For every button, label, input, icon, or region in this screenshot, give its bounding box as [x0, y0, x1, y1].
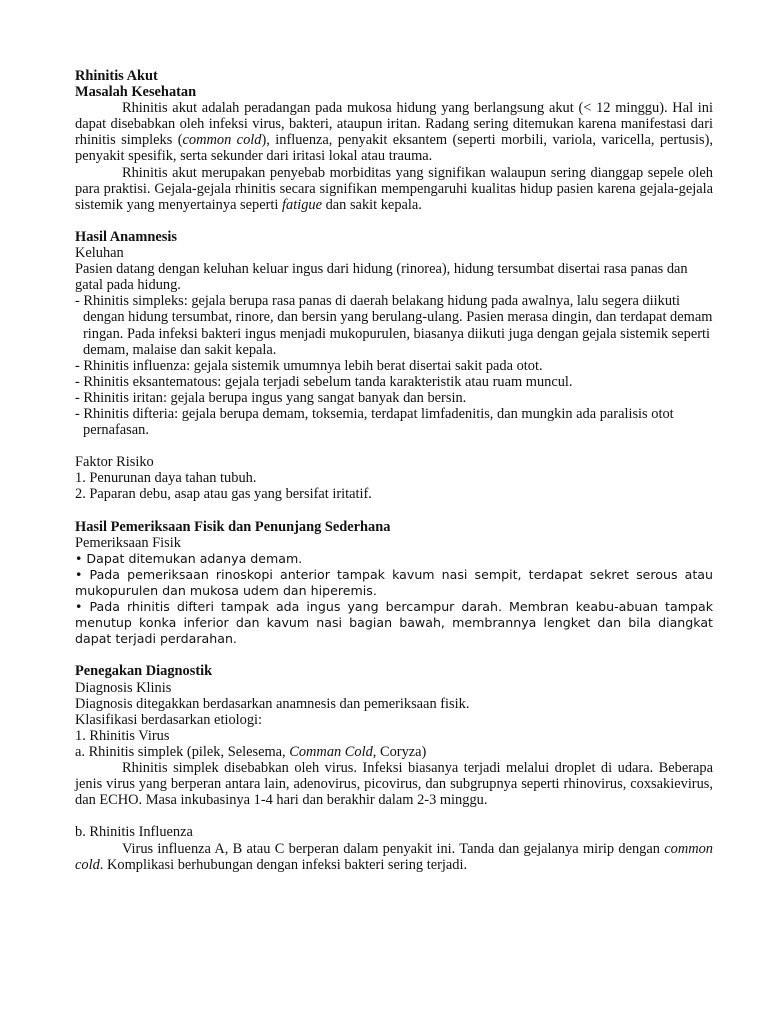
subheading-rhinitis-influenza: b. Rhinitis Influenza: [75, 824, 193, 841]
section-heading-anamnesis: Hasil Anamnesis: [75, 228, 177, 245]
subheading-rhinitis-simplek: a. Rhinitis simplek (pilek, Selesema, Comman Cold, Coryza): [75, 743, 427, 760]
document-page: [75, 68, 713, 873]
list-item: 1. Penurunan daya tahan tubuh.: [75, 470, 257, 487]
subheading-keluhan: Keluhan: [75, 245, 124, 262]
intro-paragraph-1: Rhinitis akut adalah peradangan pada mukosa hidung yang berlangsung akut (< 12 minggu). Hal ini dapat disebabkan oleh infeksi virus, bakteri, ataupun iritan. Radang sering ditemukan karena manifestasi dari rhinitis simpleks (common cold), influenza, penyakit eksantem (seperti morbili, variola, varicella, pertusis), penyakit spesifik, serta sekunder dari iritasi lokal atau trauma.: [75, 100, 713, 165]
list-item: 2. Paparan debu, asap atau gas yang bersifat iritatif.: [75, 486, 372, 503]
list-item: - Rhinitis influenza: gejala sistemik umumnya lebih berat disertai sakit pada otot.: [75, 357, 543, 374]
diagnostik-line: Diagnosis ditegakkan berdasarkan anamnesis dan pemeriksaan fisik.: [75, 695, 470, 712]
list-item: • Pada rhinitis difteri tampak ada ingus yang bercampur darah. Membran keabu-abuan tampak menutup konka inferior dan kavum nasi bagian bawah, membrannya lengket dan bila diangkat dapat terjadi perdarahan.: [75, 599, 713, 647]
section-heading-diagnostik: Penegakan Diagnostik: [75, 663, 213, 680]
list-item: • Dapat ditemukan adanya demam.: [75, 550, 303, 566]
list-item: - Rhinitis iritan: gejala berupa ingus yang sangat banyak dan bersin.: [75, 389, 467, 406]
subheading-faktor-risiko: Faktor Risiko: [75, 454, 154, 471]
rhinitis-influenza-paragraph: Virus influenza A, B atau C berperan dalam penyakit ini. Tanda dan gejalanya mirip dengan common cold. Komplikasi berhubungan dengan infeksi bakteri sering terjadi.: [75, 840, 713, 873]
section-heading-pemeriksaan: Hasil Pemeriksaan Fisik dan Penunjang Sederhana: [75, 518, 391, 535]
rhinitis-simplek-paragraph: Rhinitis simplek disebabkan oleh virus. Infeksi biasanya terjadi melalui droplet di udara. Beberapa jenis virus yang berperan antara lain, adenovirus, picovirus, dan subgrupnya seperti rhinovirus, coxsakievirus, dan ECHO. Masa inkubasinya 1-4 hari dan berakhir dalam 2-3 minggu.: [75, 760, 713, 809]
list-item: - Rhinitis eksantematous: gejala terjadi sebelum tanda karakteristik atau ruam muncul.: [75, 373, 573, 390]
keluhan-text: Pasien datang dengan keluhan keluar ingus dari hidung (rinorea), hidung tersumbat disertai rasa panas dan gatal pada hidung.: [75, 261, 688, 294]
section-heading-masalah: Masalah Kesehatan: [75, 84, 197, 101]
intro-paragraph-2: Rhinitis akut merupakan penyebab morbiditas yang signifikan walaupun sering dianggap sepele oleh para praktisi. Gejala-gejala rhinitis secara signifikan mempengaruhi kualitas hidup pasien karena gejala-gejala sistemik yang menyertainya seperti fatigue dan sakit kepala.: [75, 164, 713, 213]
list-item: • Pada pemeriksaan rinoskopi anterior tampak kavum nasi sempit, terdapat sekret serous atau mukopurulen dan mukosa udem dan hiperemis.: [75, 566, 713, 598]
list-item: - Rhinitis simpleks: gejala berupa rasa panas di daerah belakang hidung pada awalnya, lalu segera diikuti dengan hidung tersumbat, rinore, dan bersin yang berulang-ulang. Pasien merasa dingin, dan terdapat demam ringan. Pada infeksi bakteri ingus menjadi mukopurulen, biasanya diikuti juga dengan gejala sistemik seperti demam, malaise dan sakit kepala.: [75, 293, 713, 358]
diagnostik-line: Klasifikasi berdasarkan etiologi:: [75, 711, 263, 728]
doc-title: Rhinitis Akut: [75, 68, 158, 84]
list-item: - Rhinitis difteria: gejala berupa demam, toksemia, terdapat limfadenitis, dan mungkin ada paralisis otot pernafasan.: [75, 405, 674, 439]
diagnostik-line: 1. Rhinitis Virus: [75, 727, 170, 744]
subheading-pemeriksaan-fisik: Pemeriksaan Fisik: [75, 534, 181, 551]
subheading-diagnosis-klinis: Diagnosis Klinis: [75, 679, 172, 696]
